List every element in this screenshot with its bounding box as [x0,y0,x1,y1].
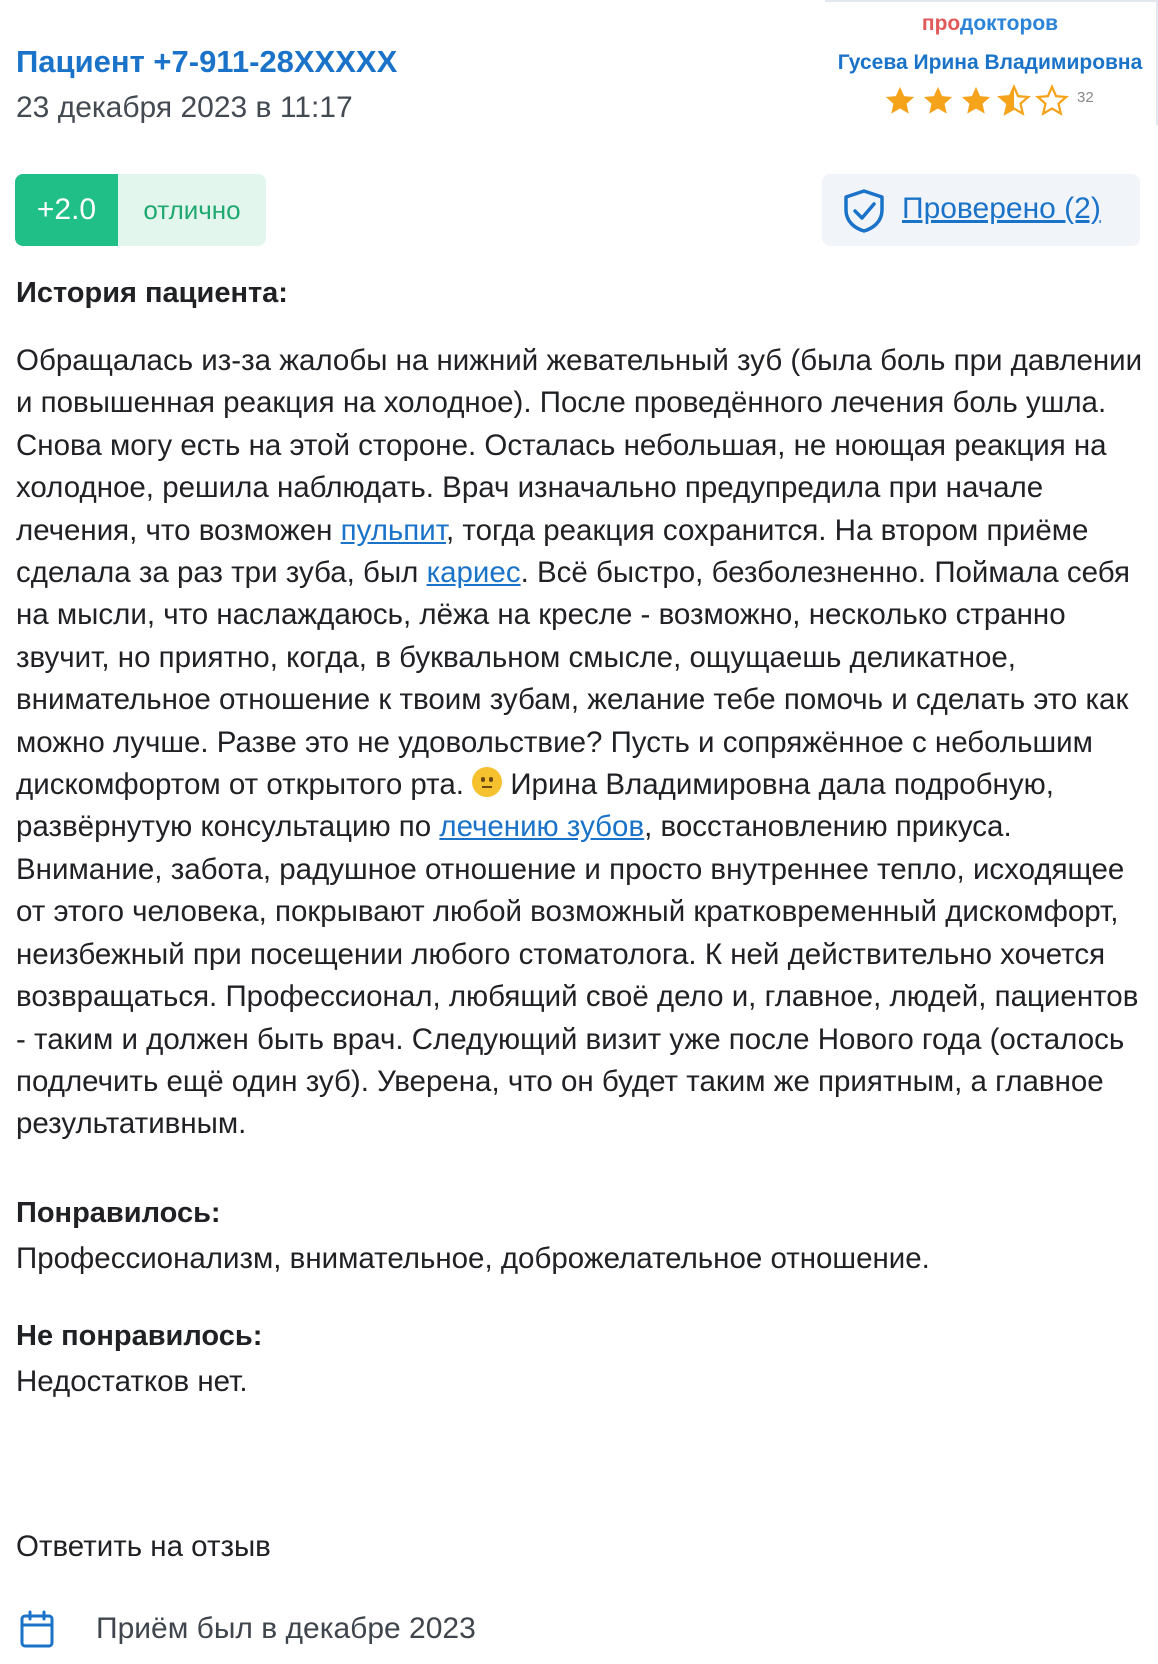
liked-title: Понравилось: [16,1197,221,1229]
brand-part2: докторов [959,12,1059,35]
score-value: +2.0 [15,174,118,246]
history-text-part: Обращалась из-за жалобы на нижний жевательный зуб (была боль при давлении и повышенная реакция на холодное). После проведённого лечения боль ушла. Снова могу есть на этой стороне. Осталась небольшая, не ноющая реакция на холодное, решила наблюдать. Врач изначально предупредила при начале лечения, что возможен [16,344,1143,547]
star-icon [921,84,955,118]
visit-info [20,1610,476,1648]
review-count: 32 [1077,88,1094,106]
smile-emoji-icon [472,767,502,797]
caries-link[interactable]: кариес [426,556,521,590]
brand-logo [825,12,1155,36]
pulpitis-link[interactable]: пульпит [340,513,446,547]
star-half-icon [997,84,1031,118]
reply-button[interactable]: Ответить на отзыв [16,1530,271,1563]
history-text [16,340,1146,1146]
disliked-text: Недостатков нет. [16,1365,248,1398]
dental-treatment-link[interactable]: лечению зубов [439,810,645,844]
history-text-part: , тогда реакция сохранится. На втором приёме сделала за раз три зуба, был [16,513,1089,590]
calendar-icon [20,1610,54,1648]
verified-link[interactable]: Проверено (2) [902,192,1101,225]
brand-part1: про [921,12,960,35]
history-title: История пациента: [16,277,288,309]
verified-button[interactable] [822,174,1140,246]
visit-text: Приём был в декабре 2023 [96,1612,476,1645]
score-badge [15,174,266,246]
prodoctorov-watermark [825,0,1158,125]
history-text-part: , восстановлению прикуса. Внимание, забота, радушное отношение и просто внутреннее тепло, исходящее от этого человека, покрывают любой возможный кратковременный дискомфорт, неизбежный при посещении любого стоматолога. К ней действительно хочется возвращаться. Профессионал, любящий своё дело и, главное, людей, пациентов - таким и должен быть врач. Следующий визит уже после Нового года (осталось подлечить ещё один зуб). Уверена, что он будет таким же приятным, а главное результативным. [16,810,1139,1141]
star-icon [883,84,917,118]
review-date: 23 декабря 2023 в 11:17 [16,91,353,124]
star-empty-icon [1035,84,1069,118]
patient-name[interactable]: Пациент +7-911-28XXXXX [16,44,398,79]
star-icon [959,84,993,118]
doctor-name: Гусева Ирина Владимировна [837,51,1143,74]
shield-check-icon [842,188,886,234]
rating-stars [883,84,1094,118]
score-label: отлично [118,174,266,246]
history-text-part: Ирина Владимировна дала подробную, развёрнутую консультацию по [16,768,1054,844]
disliked-title: Не понравилось: [16,1320,263,1352]
liked-text: Профессионализм, внимательное, доброжелательное отношение. [16,1242,930,1275]
history-text-part: . Всё быстро, безболезненно. Поймала себя на мысли, что наслаждаюсь, лёжа на кресле - возможно, несколько странно звучит, но приятно, когда, в буквальном смысле, ощущаешь деликатное, внимательное отношение к твоим зубам, желание тебе помочь и сделать это как можно лучше. Разве это не удовольствие? Пусть и сопряжённое с небольшим дискомфортом от открытого рта. [16,556,1130,802]
